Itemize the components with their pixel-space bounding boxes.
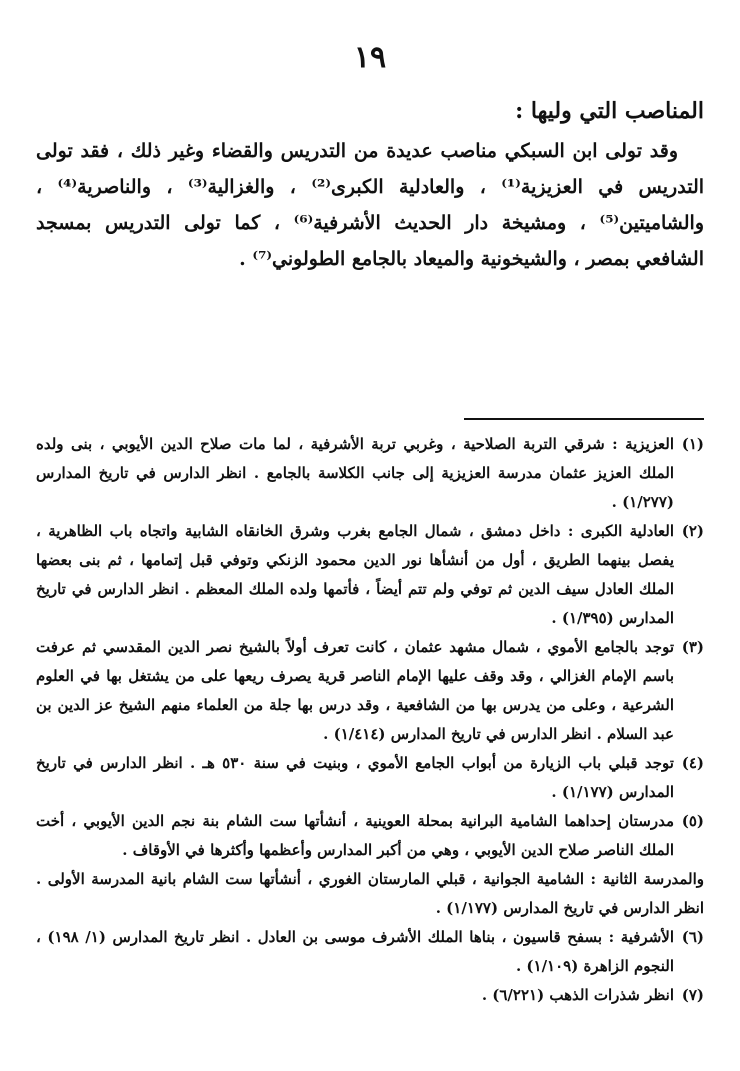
footnote-text: مدرستان إحداهما الشامية البرانية بمحلة العوينية ، أنشأتها ست الشام بنة نجم الدين الأيوبي ، أخت الملك الناصر صلاح الدين الأيوبي ، وهي من أكبر المدارس وأعظمها وأكثرها في الأوقاف . — [36, 812, 674, 859]
page-number: ١٩ — [353, 40, 387, 75]
footnote-4 — [36, 749, 704, 807]
footnote-text: توجد بالجامع الأموي ، شمال مشهد عثمان ، كانت تعرف أولاً بالشيخ نصر الدين المقدسي ثم عرفت باسم الإمام الغزالي ، وقد وقف عليها الإمام الناصر قرية يصرف ريعها على من يشتغل بها في العلوم الشرعية ، وعلى من يدرس بها من الشافعية ، وقد درس بها جلة من العلماء منهم الشيخ عز الدين بن عبد السلام . انظر الدارس في تاريخ المدارس (١/٤١٤) . — [36, 638, 674, 743]
footnote-5 — [36, 807, 704, 865]
footnotes — [36, 430, 704, 1010]
footnote-text: والمدرسة الثانية : الشامية الجوانية ، قبلي المارستان الغوري ، أنشأتها ست الشام بانية المدرسة الأولى . انظر الدارس في تاريخ المدارس (١/١٧٧) . — [36, 870, 704, 917]
footnote-2 — [36, 517, 704, 633]
body-paragraph: وقد تولى ابن السبكي مناصب عديدة من التدريس والقضاء وغير ذلك ، فقد تولى التدريس في العزيزية⁽¹⁾ ، والعادلية الكبرى⁽²⁾ ، والغزالية⁽³⁾ ، والناصرية⁽⁴⁾ ، والشاميتين⁽⁵⁾ ، ومشيخة دار الحديث الأشرفية⁽⁶⁾ ، كما تولى التدريس بمسجد الشافعي بمصر ، والشيخونية والميعاد بالجامع الطولوني⁽⁷⁾ . — [36, 140, 705, 270]
footnote-text: العادلية الكبرى : داخل دمشق ، شمال الجامع بغرب وشرق الخانقاه الشابية واتجاه باب الظاهرية ، يفصل بينهما الطريق ، أول من أنشأها نور الدين محمود الزنكي وتوفي قبل إتمامها ، ثم بنى بعضها الملك العادل سيف الدين ثم توفي ولم تتم أيضاً ، فأتمها ولده الملك المعظم . انظر الدارس في تاريخ المدارس (١/٣٩٥) . — [36, 522, 674, 627]
footnote-number: (٦) — [681, 928, 704, 946]
body-text — [36, 133, 704, 277]
footnote-number: (٣) — [681, 638, 704, 656]
footnote-number: (١) — [681, 435, 704, 453]
footnote-divider — [464, 418, 704, 420]
footnote-5-continuation — [36, 865, 704, 923]
footnote-number: (٥) — [681, 812, 704, 830]
footnote-1 — [36, 430, 704, 517]
footnote-7 — [36, 981, 704, 1010]
footnote-number: (٢) — [681, 522, 704, 540]
footnote-text: العزيزية : شرقي التربة الصلاحية ، وغربي تربة الأشرفية ، لما مات صلاح الدين الأيوبي ، بنى ولده الملك العزيز عثمان مدرسة العزيزية إلى جانب الكلاسة بالجامع . انظر الدارس في تاريخ المدارس (١/٢٧٧) . — [36, 435, 674, 511]
footnote-number: (٤) — [681, 754, 704, 772]
footnote-6 — [36, 923, 704, 981]
footnote-number: (٧) — [681, 986, 704, 1004]
footnote-text: الأشرفية : بسفح قاسيون ، بناها الملك الأشرف موسى بن العادل . انظر تاريخ المدارس (١/ ١٩٨) ، النجوم الزاهرة (١/١٠٩) . — [36, 928, 675, 975]
footnote-text: انظر شذرات الذهب (٦/٢٢١) . — [481, 986, 674, 1004]
footnote-3 — [36, 633, 704, 749]
footnote-text: توجد قبلي باب الزيارة من أبواب الجامع الأموي ، وبنيت في سنة ٥٣٠ هـ . انظر الدارس في تاريخ المدارس (١/١٧٧) . — [36, 754, 674, 801]
section-heading: المناصب التي وليها : — [515, 98, 704, 124]
